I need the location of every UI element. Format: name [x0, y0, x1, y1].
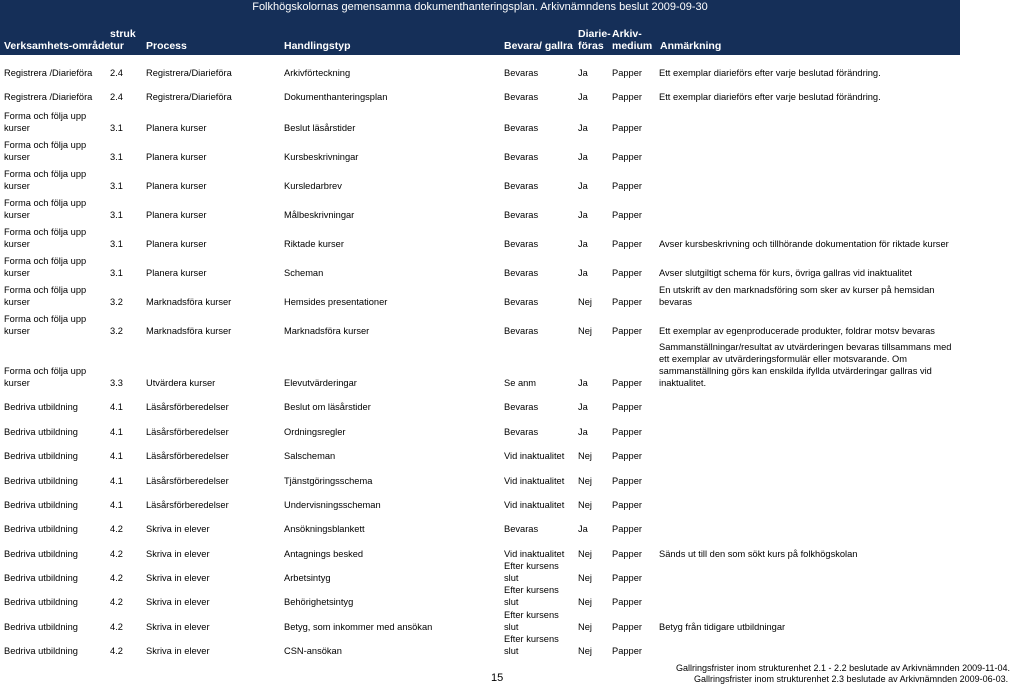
- cell-bevara-gallra: Efter kursens: [504, 585, 559, 595]
- cell-struktur: 4.1: [110, 500, 123, 510]
- cell-struktur: 3.2: [110, 326, 123, 336]
- cell-arkivmedium: Papper: [612, 210, 642, 220]
- cell-process: Läsårsförberedelser: [146, 451, 229, 461]
- cell-struktur: 4.1: [110, 427, 123, 437]
- cell-bevara-gallra: Bevaras: [504, 524, 539, 534]
- cell-struktur: 4.2: [110, 549, 123, 559]
- col-header-arkivmedium-line1: Arkiv-: [612, 28, 642, 40]
- cell-verksamhetsomrade: kurser: [4, 210, 30, 220]
- cell-verksamhetsomrade: kurser: [4, 326, 30, 336]
- cell-bevara-gallra: Bevaras: [504, 239, 539, 249]
- col-header-verksamhetsomrade: Verksamhets-område: [4, 40, 111, 52]
- cell-verksamhetsomrade: Forma och följa upp: [4, 140, 87, 150]
- cell-bevara-gallra: Vid inaktualitet: [504, 500, 565, 510]
- cell-bevara-gallra: Bevaras: [504, 152, 539, 162]
- cell-verksamhetsomrade: Bedriva utbildning: [4, 549, 78, 559]
- cell-process: Registrera/Diarieföra: [146, 92, 232, 102]
- cell-bevara-gallra: Bevaras: [504, 68, 539, 78]
- cell-process: Skriva in elever: [146, 646, 210, 656]
- cell-arkivmedium: Papper: [612, 622, 642, 632]
- cell-arkivmedium: Papper: [612, 500, 642, 510]
- document-title: Folkhögskolornas gemensamma dokumenthanteringsplan. Arkivnämndens beslut 2009-09-30: [252, 1, 708, 13]
- cell-anmarkning: Ett exemplar diarieförs efter varje beslutad förändring.: [659, 68, 881, 78]
- cell-verksamhetsomrade: kurser: [4, 152, 30, 162]
- cell-diarieforas: Nej: [578, 451, 592, 461]
- cell-bevara-gallra: Efter kursens: [504, 610, 559, 620]
- col-header-struktur-line1: struk: [110, 28, 136, 40]
- cell-verksamhetsomrade: Bedriva utbildning: [4, 451, 78, 461]
- cell-arkivmedium: Papper: [612, 92, 642, 102]
- cell-handlingstyp: Arkivförteckning: [284, 68, 351, 78]
- cell-process: Planera kurser: [146, 268, 207, 278]
- cell-struktur: 3.1: [110, 123, 123, 133]
- cell-process: Planera kurser: [146, 152, 207, 162]
- cell-arkivmedium: Papper: [612, 573, 642, 583]
- cell-verksamhetsomrade: Bedriva utbildning: [4, 646, 78, 656]
- cell-verksamhetsomrade: Forma och följa upp: [4, 285, 87, 295]
- cell-verksamhetsomrade: kurser: [4, 268, 30, 278]
- col-header-arkivmedium-line2: medium: [612, 40, 653, 52]
- cell-handlingstyp: Beslut om läsårstider: [284, 402, 371, 412]
- cell-diarieforas: Ja: [578, 210, 588, 220]
- cell-process: Läsårsförberedelser: [146, 427, 229, 437]
- cell-bevara-gallra: slut: [504, 646, 519, 656]
- cell-process: Planera kurser: [146, 239, 207, 249]
- cell-anmarkning: Sammanställningar/resultat av utvärderingen bevaras tillsammans med ett exemplar av utvärderingsformulär eller motsvarande. Om sammanställning görs kan enskilda ifyllda utvärderingar gallras vid inaktualitet.: [659, 342, 952, 388]
- cell-arkivmedium: Papper: [612, 597, 642, 607]
- cell-bevara-gallra: slut: [504, 597, 519, 607]
- cell-diarieforas: Ja: [578, 239, 588, 249]
- cell-bevara-gallra: slut: [504, 622, 519, 632]
- cell-struktur: 3.2: [110, 297, 123, 307]
- cell-verksamhetsomrade: Bedriva utbildning: [4, 500, 78, 510]
- cell-handlingstyp: Undervisningsscheman: [284, 500, 381, 510]
- col-header-process: Process: [146, 40, 187, 52]
- cell-process: Läsårsförberedelser: [146, 402, 229, 412]
- cell-struktur: 3.1: [110, 268, 123, 278]
- cell-diarieforas: Ja: [578, 68, 588, 78]
- cell-diarieforas: Ja: [578, 524, 588, 534]
- cell-anmarkning: Ett exemplar av egenproducerade produkter, foldrar motsv bevaras: [659, 326, 935, 336]
- cell-bevara-gallra: Bevaras: [504, 427, 539, 437]
- cell-process: Planera kurser: [146, 181, 207, 191]
- table-header: [0, 0, 960, 55]
- cell-process: Planera kurser: [146, 210, 207, 220]
- cell-arkivmedium: Papper: [612, 268, 642, 278]
- cell-arkivmedium: Papper: [612, 378, 642, 388]
- cell-struktur: 3.1: [110, 181, 123, 191]
- cell-struktur: 4.2: [110, 622, 123, 632]
- cell-struktur: 4.2: [110, 573, 123, 583]
- cell-handlingstyp: Behörighetsintyg: [284, 597, 354, 607]
- cell-process: Läsårsförberedelser: [146, 500, 229, 510]
- cell-handlingstyp: Dokumenthanteringsplan: [284, 92, 388, 102]
- cell-handlingstyp: Kursledarbrev: [284, 181, 342, 191]
- cell-handlingstyp: Scheman: [284, 268, 324, 278]
- cell-verksamhetsomrade: Bedriva utbildning: [4, 524, 78, 534]
- cell-diarieforas: Ja: [578, 152, 588, 162]
- cell-handlingstyp: Ansökningsblankett: [284, 524, 365, 534]
- cell-verksamhetsomrade: kurser: [4, 239, 30, 249]
- cell-process: Läsårsförberedelser: [146, 476, 229, 486]
- cell-arkivmedium: Papper: [612, 402, 642, 412]
- cell-diarieforas: Nej: [578, 297, 592, 307]
- cell-verksamhetsomrade: Registrera /Diarieföra: [4, 68, 93, 78]
- cell-verksamhetsomrade: kurser: [4, 123, 30, 133]
- cell-bevara-gallra: Efter kursens: [504, 634, 559, 644]
- cell-diarieforas: Ja: [578, 378, 588, 388]
- cell-struktur: 3.1: [110, 210, 123, 220]
- cell-handlingstyp: Betyg, som inkommer med ansökan: [284, 622, 433, 632]
- cell-diarieforas: Ja: [578, 427, 588, 437]
- cell-verksamhetsomrade: kurser: [4, 297, 30, 307]
- cell-verksamhetsomrade: Forma och följa upp: [4, 169, 87, 179]
- cell-anmarkning: En utskrift av den marknadsföring som sker av kurser på hemsidan bevaras: [659, 285, 935, 307]
- cell-arkivmedium: Papper: [612, 181, 642, 191]
- cell-struktur: 4.2: [110, 646, 123, 656]
- cell-process: Utvärdera kurser: [146, 378, 216, 388]
- page-number: 15: [491, 672, 504, 684]
- cell-process: Skriva in elever: [146, 597, 210, 607]
- cell-diarieforas: Nej: [578, 573, 592, 583]
- cell-process: Marknadsföra kurser: [146, 297, 232, 307]
- cell-arkivmedium: Papper: [612, 427, 642, 437]
- cell-struktur: 3.1: [110, 239, 123, 249]
- cell-handlingstyp: Arbetsintyg: [284, 573, 331, 583]
- cell-bevara-gallra: Bevaras: [504, 326, 539, 336]
- cell-process: Registrera/Diarieföra: [146, 68, 232, 78]
- col-header-bevara-gallra: Bevara/ gallra: [504, 40, 573, 52]
- cell-diarieforas: Ja: [578, 123, 588, 133]
- col-header-struktur-line2: tur: [110, 40, 124, 52]
- cell-arkivmedium: Papper: [612, 549, 642, 559]
- cell-struktur: 4.2: [110, 597, 123, 607]
- cell-verksamhetsomrade: Forma och följa upp: [4, 314, 87, 324]
- cell-process: Skriva in elever: [146, 622, 210, 632]
- cell-handlingstyp: Målbeskrivningar: [284, 210, 355, 220]
- cell-handlingstyp: Riktade kurser: [284, 239, 344, 249]
- cell-handlingstyp: Kursbeskrivningar: [284, 152, 359, 162]
- cell-arkivmedium: Papper: [612, 524, 642, 534]
- cell-struktur: 4.1: [110, 402, 123, 412]
- cell-arkivmedium: Papper: [612, 646, 642, 656]
- cell-handlingstyp: Antagnings besked: [284, 549, 364, 559]
- cell-arkivmedium: Papper: [612, 476, 642, 486]
- cell-handlingstyp: Tjänstgöringsschema: [284, 476, 373, 486]
- cell-bevara-gallra: slut: [504, 573, 519, 583]
- cell-bevara-gallra: Efter kursens: [504, 561, 559, 571]
- col-header-handlingstyp: Handlingstyp: [284, 40, 351, 52]
- cell-struktur: 2.4: [110, 68, 123, 78]
- cell-verksamhetsomrade: kurser: [4, 378, 30, 388]
- cell-diarieforas: Nej: [578, 597, 592, 607]
- cell-bevara-gallra: Bevaras: [504, 268, 539, 278]
- cell-handlingstyp: Marknadsföra kurser: [284, 326, 370, 336]
- cell-arkivmedium: Papper: [612, 326, 642, 336]
- cell-handlingstyp: Hemsides presentationer: [284, 297, 388, 307]
- cell-verksamhetsomrade: Bedriva utbildning: [4, 622, 78, 632]
- cell-struktur: 4.1: [110, 476, 123, 486]
- cell-bevara-gallra: Bevaras: [504, 123, 539, 133]
- cell-bevara-gallra: Bevaras: [504, 297, 539, 307]
- cell-struktur: 3.3: [110, 378, 123, 388]
- cell-diarieforas: Nej: [578, 476, 592, 486]
- col-header-anmarkning: Anmärkning: [660, 40, 722, 52]
- col-header-diarieforas-line2: föras: [578, 40, 604, 52]
- cell-handlingstyp: CSN-ansökan: [284, 646, 342, 656]
- cell-verksamhetsomrade: Forma och följa upp: [4, 111, 87, 121]
- cell-process: Skriva in elever: [146, 524, 210, 534]
- cell-arkivmedium: Papper: [612, 152, 642, 162]
- cell-diarieforas: Nej: [578, 622, 592, 632]
- cell-diarieforas: Nej: [578, 326, 592, 336]
- cell-handlingstyp: Ordningsregler: [284, 427, 346, 437]
- cell-verksamhetsomrade: Forma och följa upp: [4, 198, 87, 208]
- cell-arkivmedium: Papper: [612, 68, 642, 78]
- cell-verksamhetsomrade: Forma och följa upp: [4, 227, 87, 237]
- cell-arkivmedium: Papper: [612, 239, 642, 249]
- cell-struktur: 2.4: [110, 92, 123, 102]
- cell-verksamhetsomrade: Registrera /Diarieföra: [4, 92, 93, 102]
- footer-note-1: Gallringsfrister inom strukturenhet 2.1 - 2.2 beslutade av Arkivnämnden 2009-11-04.: [676, 663, 1010, 673]
- cell-verksamhetsomrade: kurser: [4, 181, 30, 191]
- cell-arkivmedium: Papper: [612, 451, 642, 461]
- cell-process: Planera kurser: [146, 123, 207, 133]
- cell-anmarkning: Sänds ut till den som sökt kurs på folkhögskolan: [659, 549, 858, 559]
- cell-process: Skriva in elever: [146, 549, 210, 559]
- col-header-diarieforas-line1: Diarie-: [578, 28, 611, 40]
- cell-diarieforas: Ja: [578, 268, 588, 278]
- cell-arkivmedium: Papper: [612, 297, 642, 307]
- cell-anmarkning: Avser kursbeskrivning och tillhörande dokumentation för riktade kurser: [659, 239, 949, 249]
- cell-bevara-gallra: Se anm: [504, 378, 537, 388]
- cell-handlingstyp: Salscheman: [284, 451, 336, 461]
- cell-verksamhetsomrade: Bedriva utbildning: [4, 402, 78, 412]
- cell-verksamhetsomrade: Forma och följa upp: [4, 366, 87, 376]
- cell-process: Skriva in elever: [146, 573, 210, 583]
- cell-bevara-gallra: Bevaras: [504, 181, 539, 191]
- cell-arkivmedium: Papper: [612, 123, 642, 133]
- cell-bevara-gallra: Bevaras: [504, 402, 539, 412]
- cell-anmarkning: Avser slutgiltigt schema för kurs, övriga gallras vid inaktualitet: [659, 268, 913, 278]
- cell-struktur: 4.1: [110, 451, 123, 461]
- cell-bevara-gallra: Vid inaktualitet: [504, 451, 565, 461]
- cell-bevara-gallra: Vid inaktualitet: [504, 476, 565, 486]
- cell-bevara-gallra: Vid inaktualitet: [504, 549, 565, 559]
- cell-verksamhetsomrade: Bedriva utbildning: [4, 427, 78, 437]
- cell-verksamhetsomrade: Bedriva utbildning: [4, 476, 78, 486]
- cell-diarieforas: Ja: [578, 402, 588, 412]
- cell-diarieforas: Nej: [578, 500, 592, 510]
- cell-verksamhetsomrade: Bedriva utbildning: [4, 573, 78, 583]
- cell-anmarkning: Ett exemplar diarieförs efter varje beslutad förändring.: [659, 92, 881, 102]
- footer-note-2: Gallringsfrister inom strukturenhet 2.3 beslutade av Arkivnämnden 2009-06-03.: [694, 674, 1009, 684]
- cell-diarieforas: Nej: [578, 549, 592, 559]
- cell-bevara-gallra: Bevaras: [504, 210, 539, 220]
- cell-handlingstyp: Beslut läsårstider: [284, 123, 356, 133]
- cell-verksamhetsomrade: Forma och följa upp: [4, 256, 87, 266]
- cell-diarieforas: Ja: [578, 181, 588, 191]
- cell-handlingstyp: Elevutvärderingar: [284, 378, 357, 388]
- cell-anmarkning: Betyg från tidigare utbildningar: [659, 622, 786, 632]
- cell-verksamhetsomrade: Bedriva utbildning: [4, 597, 78, 607]
- cell-struktur: 4.2: [110, 524, 123, 534]
- cell-process: Marknadsföra kurser: [146, 326, 232, 336]
- cell-bevara-gallra: Bevaras: [504, 92, 539, 102]
- cell-struktur: 3.1: [110, 152, 123, 162]
- cell-diarieforas: Nej: [578, 646, 592, 656]
- cell-diarieforas: Ja: [578, 92, 588, 102]
